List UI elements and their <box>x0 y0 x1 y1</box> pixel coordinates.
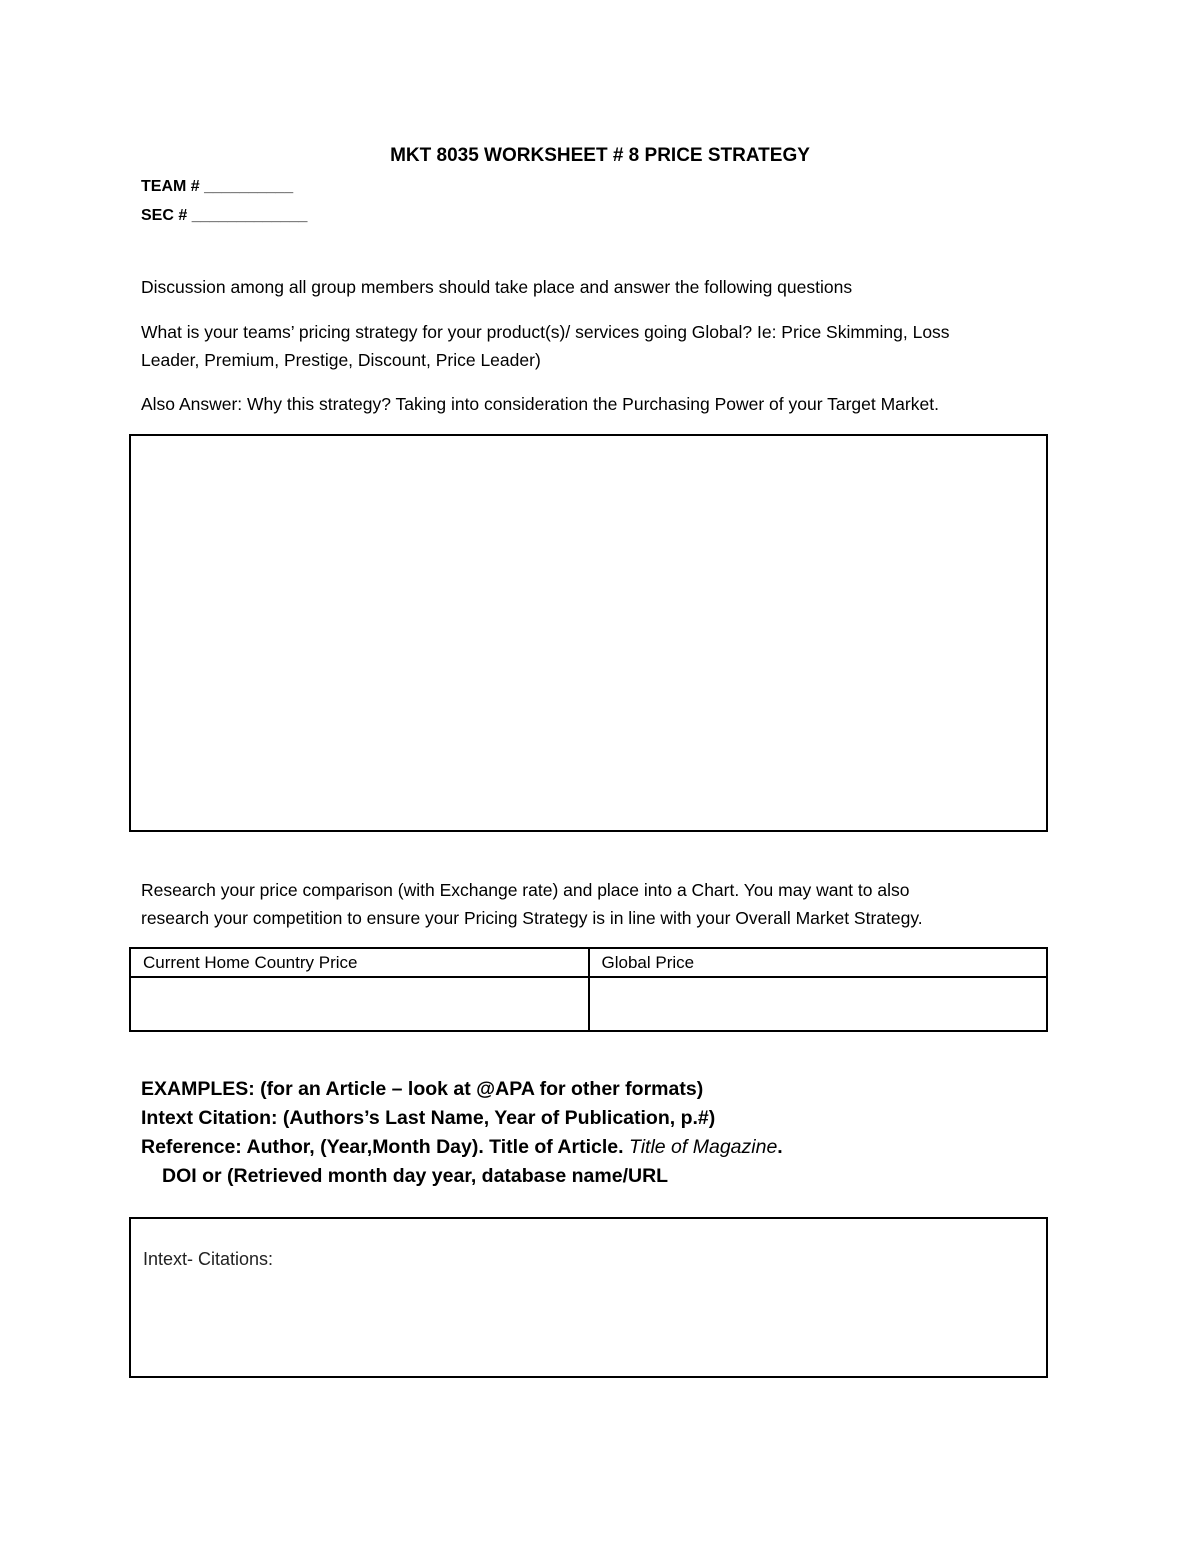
global-price-cell[interactable] <box>589 977 1048 1031</box>
price-comparison-table <box>129 947 1048 1032</box>
table-header-row <box>130 948 1047 977</box>
reference-example-magazine: Title of Magazine <box>628 1136 778 1158</box>
question-line-2: Leader, Premium, Prestige, Discount, Price Leader) <box>141 350 541 370</box>
reference-example-suffix: . <box>777 1136 783 1158</box>
research-line-2: research your competition to ensure your Pricing Strategy is in line with your Overall Market Strategy. <box>141 908 923 928</box>
also-answer-text: Also Answer: Why this strategy? Taking into consideration the Purchasing Power of your Target Market. <box>141 394 939 414</box>
table-row <box>130 977 1047 1031</box>
research-line-1: Research your price comparison (with Exchange rate) and place into a Chart. You may want to also <box>141 880 910 900</box>
header-global-price: Global Price <box>589 948 1048 977</box>
page-title: MKT 8035 WORKSHEET # 8 PRICE STRATEGY <box>390 145 810 166</box>
examples-heading: EXAMPLES: (for an Article – look at @APA for other formats) <box>141 1078 704 1100</box>
reference-example-prefix: Reference: Author, (Year,Month Day). Title of Article. <box>141 1136 629 1158</box>
intext-citation-example: Intext Citation: (Authors’s Last Name, Year of Publication, p.#) <box>141 1107 716 1129</box>
intro-text: Discussion among all group members should take place and answer the following questions <box>141 277 853 297</box>
citations-label: Intext- Citations: <box>143 1249 274 1269</box>
section-number-field[interactable]: SEC # _____________ <box>141 207 308 224</box>
doi-example: DOI or (Retrieved month day year, database name/URL <box>162 1165 669 1187</box>
strategy-answer-box[interactable] <box>129 434 1048 832</box>
citations-box[interactable] <box>129 1217 1048 1378</box>
team-number-field[interactable]: TEAM # __________ <box>141 178 294 195</box>
question-line-1: What is your teams’ pricing strategy for your product(s)/ services going Global? Ie: Price Skimming, Loss <box>141 322 950 342</box>
home-price-cell[interactable] <box>130 977 589 1031</box>
header-home-price: Current Home Country Price <box>130 948 589 977</box>
reference-example <box>141 1133 783 1162</box>
